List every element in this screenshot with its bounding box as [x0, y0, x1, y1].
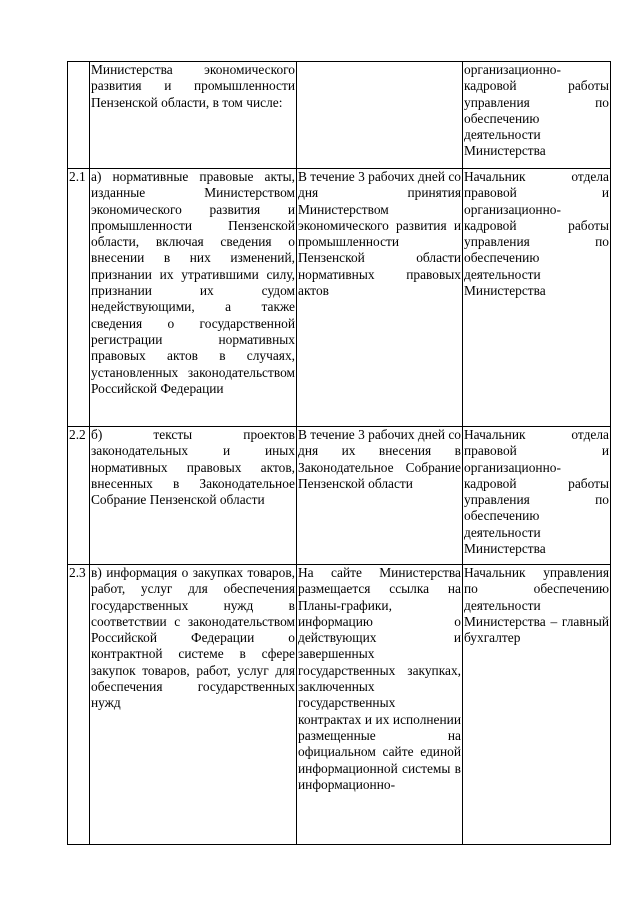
responsible-cell: Начальник отдела правовой и организационно-кадровой работы управления по обеспечению деятельности Министерства — [463, 427, 611, 565]
table-row — [68, 62, 611, 169]
table-row — [68, 565, 611, 845]
responsible-cell: организационно-кадровой работы управления по обеспечению деятельности Министерства — [463, 62, 611, 169]
row-number: 2.2 — [68, 427, 90, 565]
item-description: б) тексты проектов законодательных и иных нормативных правовых актов, внесенных в Законодательное Собрание Пензенской области — [90, 427, 297, 565]
deadline-cell: На сайте Министерства размещается ссылка на Планы-графики, информацию о действующих и завершенных государственных закупках, заключенных государственных контрактах и их исполнении размещенные на официальном сайте единой информационной системы в информационно- — [297, 565, 463, 845]
table-row — [68, 169, 611, 427]
deadline-cell: В течение 3 рабочих дней со дня принятия Министерством экономического развития и промышленности Пензенской области нормативных правовых актов — [297, 169, 463, 427]
row-number: 2.3 — [68, 565, 90, 845]
item-description: а) нормативные правовые акты, изданные Министерством экономического развития и промышленности Пензенской области, включая сведения о внесении в них изменений, признании их утратившими силу, признании их судом недействующими, а также сведения о государственной регистрации нормативных правовых актов в случаях, установленных законодательством Российской Федерации — [90, 169, 297, 427]
document-table — [67, 61, 611, 845]
deadline-cell — [297, 62, 463, 169]
item-description: в) информация о закупках товаров, работ, услуг для обеспечения государственных нужд в соответствии с законодательством Российской Федерации о контрактной системе в сфере закупок товаров, работ, услуг для обеспечения государственных нужд — [90, 565, 297, 845]
responsible-cell: Начальник отдела правовой и организационно-кадровой работы управления по обеспечению деятельности Министерства — [463, 169, 611, 427]
row-number — [68, 62, 90, 169]
row-number: 2.1 — [68, 169, 90, 427]
deadline-cell: В течение 3 рабочих дней со дня их внесения в Законодательное Собрание Пензенской области — [297, 427, 463, 565]
item-description: Министерства экономического развития и промышленности Пензенской области, в том числе: — [90, 62, 297, 169]
responsible-cell: Начальник управления по обеспечению деятельности Министерства – главный бухгалтер — [463, 565, 611, 845]
table-row — [68, 427, 611, 565]
